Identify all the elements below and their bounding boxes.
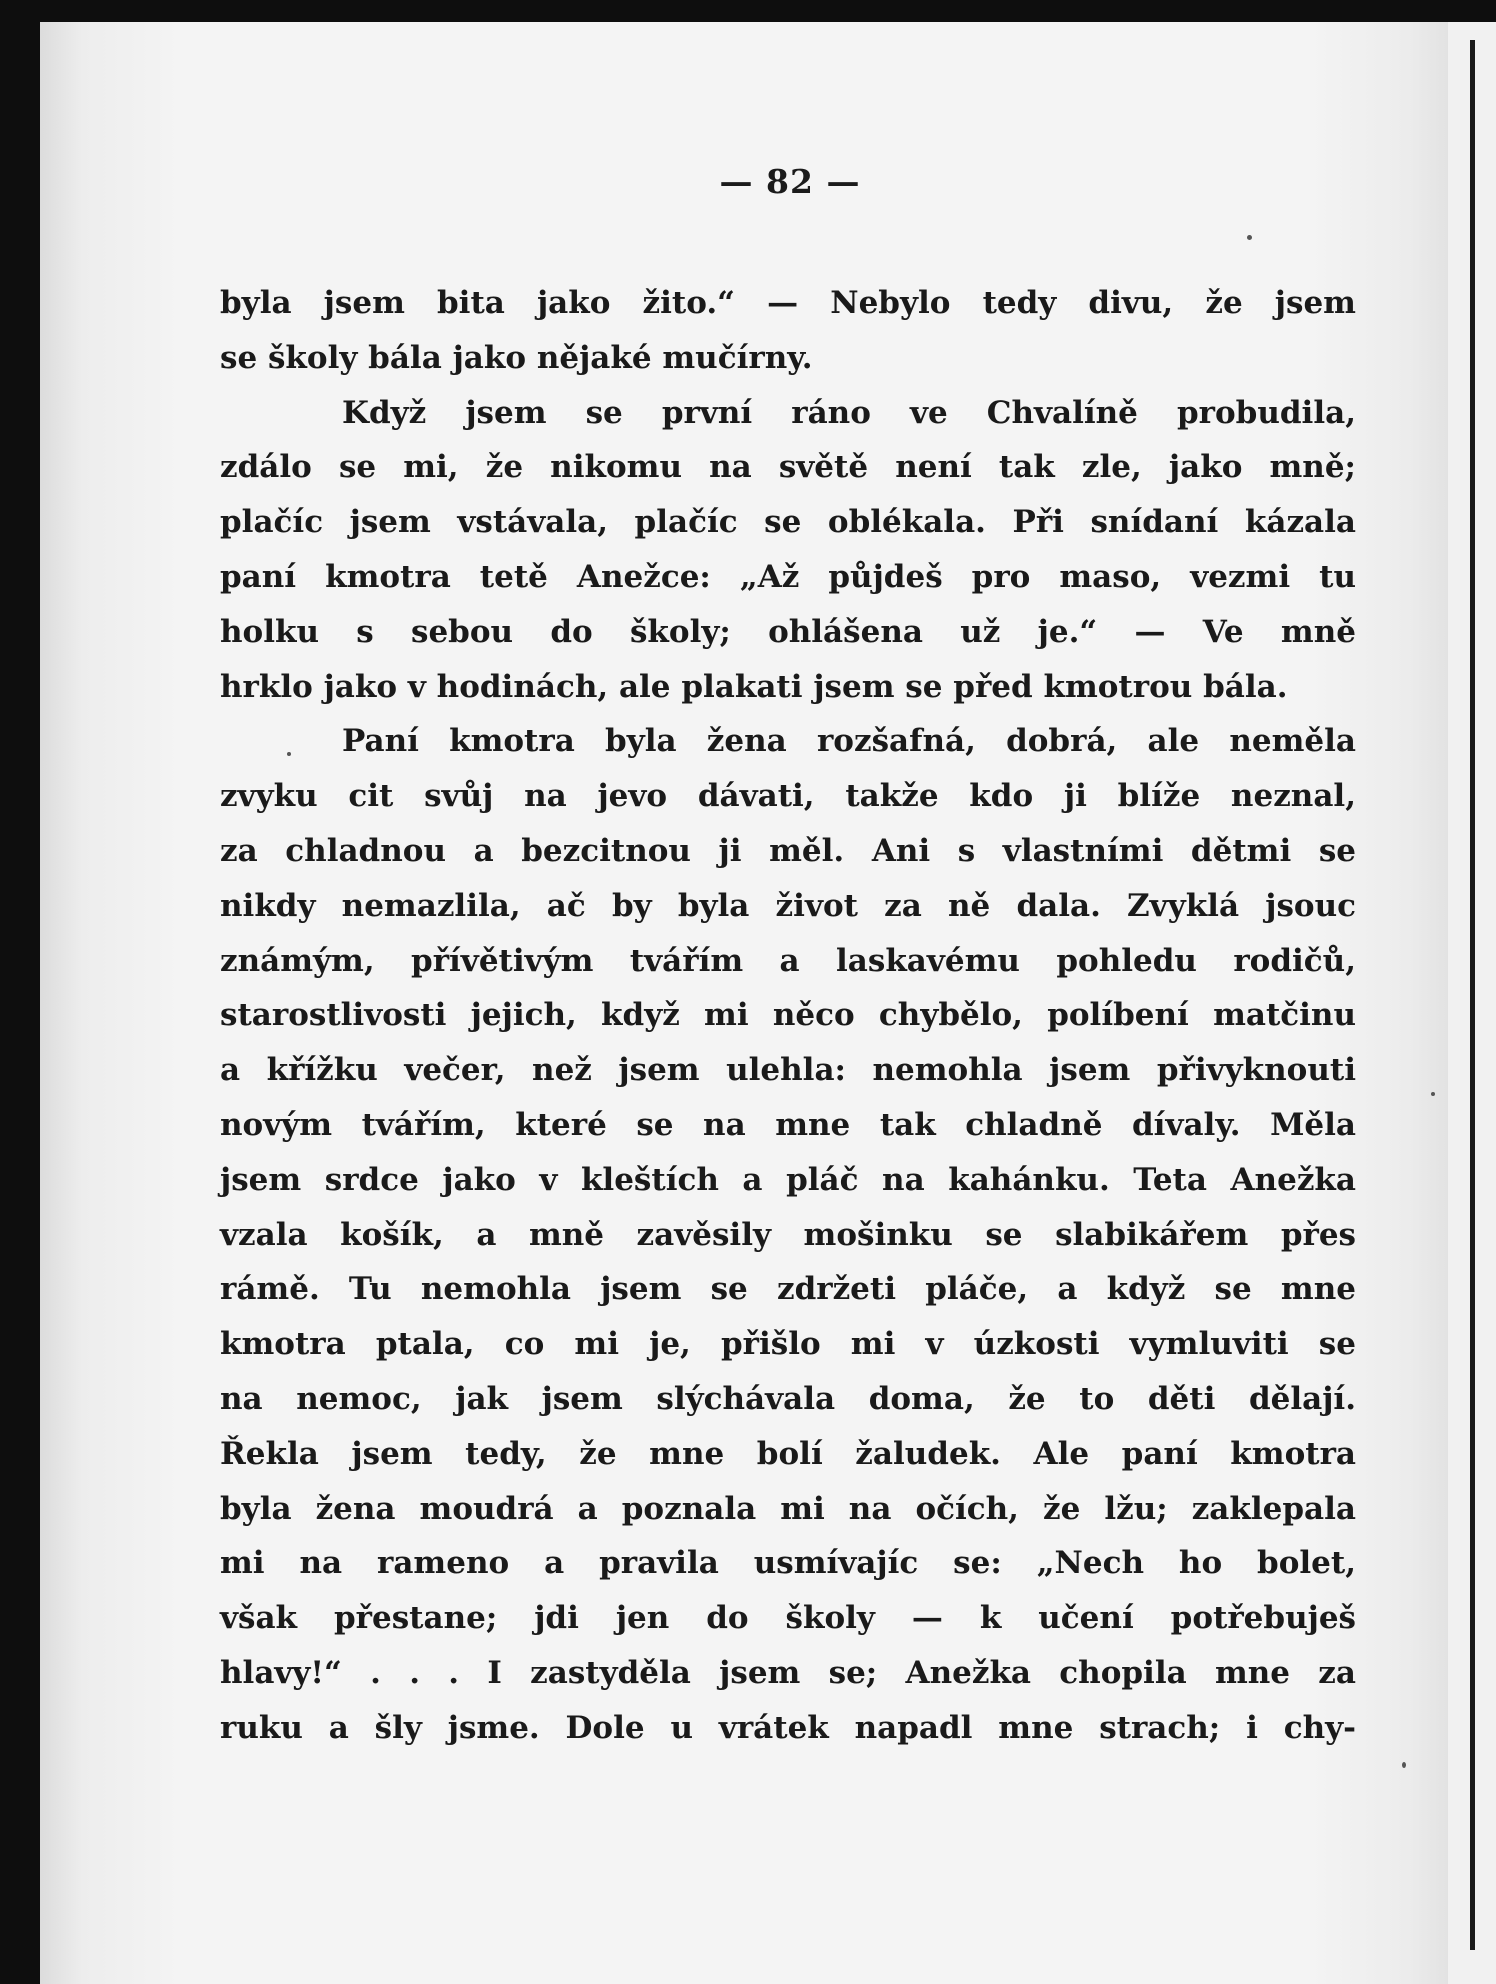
text-line: ruku a šly jsme. Dole u vrátek napadl mne strach; i chy- [220,1709,1356,1746]
text-line: na nemoc, jak jsem slýchávala doma, že to děti dělají. [220,1380,1356,1417]
text-line: paní kmotra tetě Anežce: „Až půjdeš pro maso, vezmi tu [220,558,1356,595]
scan-speck [287,752,291,756]
text-line: mi na rameno a pravila usmívajíc se: „Nech ho bolet, [220,1545,1356,1582]
scan-speck [1402,1762,1406,1768]
text-line: starostlivosti jejich, když mi něco chybělo, políbení matčinu [220,997,1356,1034]
text-line: byla žena moudrá a poznala mi na očích, že lžu; zaklepala [220,1490,1356,1527]
text-line: Řekla jsem tedy, že mne bolí žaludek. Ale paní kmotra [220,1435,1356,1472]
text-line: se školy bála jako nějaké mučírny. [220,339,813,376]
text-line: vzala košík, a mně zavěsily mošinku se slabikářem přes [220,1216,1356,1253]
text-line: hlavy!“ . . . I zastyděla jsem se; Anežka chopila mne za [220,1654,1356,1691]
text-line: a křížku večer, než jsem ulehla: nemohla jsem přivyknouti [220,1052,1356,1089]
page-number: — 82 — [719,162,861,201]
text-line: Když jsem se první ráno ve Chvalíně probudila, [342,394,1356,431]
text-line: novým tvářím, které se na mne tak chladně dívaly. Měla [220,1106,1356,1143]
text-line: nikdy nemazlila, ač by byla život za ně dala. Zvyklá jsouc [220,887,1356,924]
text-line: Paní kmotra byla žena rozšafná, dobrá, ale neměla [342,723,1356,760]
text-line: za chladnou a bezcitnou ji měl. Ani s vlastními dětmi se [220,832,1356,869]
scan-speck [1247,235,1252,240]
text-line: zvyku cit svůj na jevo dávati, takže kdo ji blíže neznal, [220,778,1356,815]
text-line: zdálo se mi, že nikomu na světě není tak zle, jako mně; [220,449,1356,486]
binding-edge-rule [1470,40,1475,1950]
text-line: hrklo jako v hodinách, ale plakati jsem se před kmotrou bála. [220,668,1288,705]
text-line: holku s sebou do školy; ohlášena už je.“ — Ve mně [220,613,1356,650]
text-line: byla jsem bita jako žito.“ — Nebylo tedy divu, že jsem [220,285,1356,321]
text-line: rámě. Tu nemohla jsem se zdržeti pláče, a když se mne [220,1271,1356,1308]
text-line: kmotra ptala, co mi je, přišlo mi v úzkosti vymluviti se [220,1326,1356,1363]
text-line: však přestane; jdi jen do školy — k učení potřebuješ [220,1600,1356,1637]
text-line: plačíc jsem vstávala, plačíc se oblékala. Při snídaní kázala [220,504,1356,541]
text-line: známým, přívětivým tvářím a laskavému pohledu rodičů, [220,942,1356,979]
text-line: jsem srdce jako v kleštích a pláč na kahánku. Teta Anežka [220,1161,1356,1198]
body-text [220,276,1356,1756]
scan-speck [1431,1092,1435,1096]
